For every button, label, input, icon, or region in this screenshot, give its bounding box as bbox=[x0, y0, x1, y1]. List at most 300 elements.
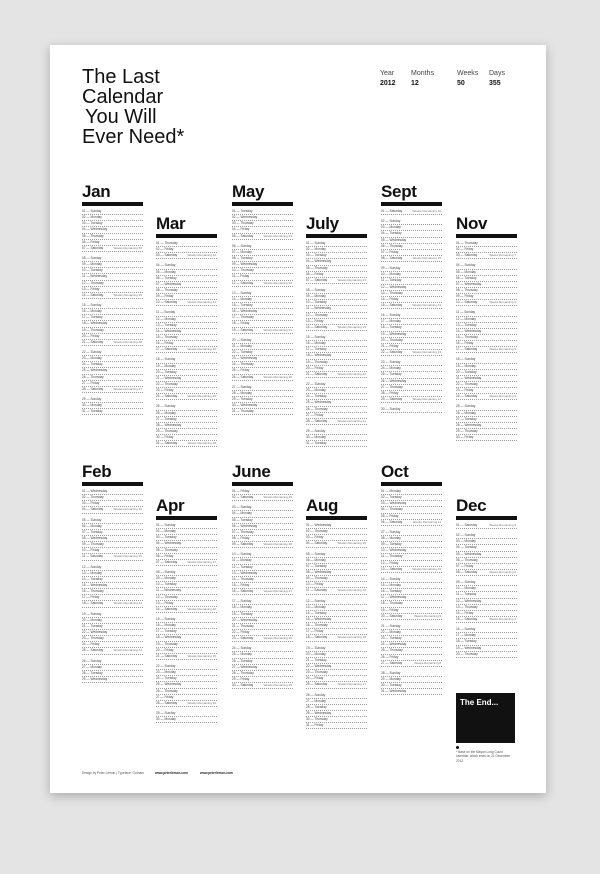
footer-url-alt bbox=[200, 771, 233, 775]
day-row: 17 — Tuesday bbox=[82, 315, 143, 321]
day-row: 08 — Friday bbox=[232, 536, 293, 542]
day-row: 22 — Wednesday bbox=[82, 630, 143, 636]
stat-weeks bbox=[457, 70, 478, 87]
day-row: 09 — Friday bbox=[156, 294, 217, 300]
weeks-remaining-note: Weeks Remaining 36 bbox=[187, 606, 216, 611]
day-row: 23 — Sunday bbox=[381, 360, 442, 366]
footnote-bullet bbox=[456, 746, 459, 749]
day-row: 29 — Wednesday bbox=[306, 711, 367, 717]
day-row: 28 — Saturday Weeks Remaining 21 bbox=[306, 419, 367, 425]
month-dec bbox=[456, 497, 517, 658]
day-row: 22 — Tuesday bbox=[232, 350, 293, 356]
day-row: 04 — Tuesday bbox=[381, 231, 442, 237]
month-name: July bbox=[306, 214, 339, 233]
day-row: 10 — Wednesday bbox=[381, 548, 442, 554]
weeks-remaining-note: Weeks Remaining 41 bbox=[187, 300, 216, 305]
day-row: 31 — Tuesday bbox=[82, 409, 143, 415]
month-rule bbox=[82, 482, 143, 486]
day-row: 05 — Wednesday bbox=[381, 238, 442, 244]
stat-value: 50 bbox=[457, 80, 465, 87]
day-row: 12 — Thursday bbox=[306, 313, 367, 319]
weeks-remaining-note: Weeks Remaining 3 bbox=[489, 523, 516, 527]
month-name: Apr bbox=[156, 496, 185, 515]
day-row: 18 — Monday bbox=[232, 605, 293, 611]
day-row: 21 — Monday bbox=[232, 344, 293, 350]
weeks-remaining-note: Weeks Remaining 42 bbox=[187, 253, 216, 258]
day-row: 27 — Friday bbox=[156, 695, 217, 701]
day-row: 28 — Saturday Weeks Remaining 47 bbox=[82, 387, 143, 393]
day-row: 08 — Monday bbox=[381, 536, 442, 542]
month-july bbox=[306, 215, 367, 447]
day-row: 11 — Wednesday bbox=[156, 588, 217, 594]
day-row: 02 — Monday bbox=[82, 215, 143, 221]
day-row: 10 — Tuesday bbox=[306, 300, 367, 306]
day-row: 18 — Sunday bbox=[456, 357, 517, 363]
day-row: 19 — Friday bbox=[381, 608, 442, 614]
day-row: 28 — Sunday bbox=[381, 671, 442, 677]
day-row: 14 — Friday bbox=[381, 297, 442, 303]
day-row: 03 — Monday bbox=[381, 225, 442, 231]
day-row: 16 — Wednesday bbox=[232, 309, 293, 315]
day-row: 03 — Wednesday bbox=[381, 501, 442, 507]
day-row: 21 — Saturday Weeks Remaining 22 bbox=[306, 372, 367, 378]
day-row: 05 — Friday bbox=[381, 514, 442, 520]
title-line: Calendar bbox=[82, 86, 164, 108]
day-row: 05 — Tuesday bbox=[232, 518, 293, 524]
day-row: 16 — Monday bbox=[306, 341, 367, 347]
day-row: 12 — Saturday Weeks Remaining 32 bbox=[232, 281, 293, 287]
day-row: 19 — Sunday bbox=[82, 612, 143, 618]
title-line: Ever Need* bbox=[82, 126, 185, 148]
weeks-remaining-note: Weeks Remaining 47 bbox=[113, 386, 142, 391]
day-row: 03 — Saturday Weeks Remaining 7 bbox=[456, 253, 517, 259]
month-feb bbox=[82, 463, 143, 683]
month-rule bbox=[82, 202, 143, 206]
day-row: 20 — Monday bbox=[306, 652, 367, 658]
day-row: 27 — Saturday Weeks Remaining 8 bbox=[381, 661, 442, 667]
day-row: 28 — Tuesday bbox=[82, 671, 143, 677]
day-row: 03 — Friday bbox=[82, 501, 143, 507]
day-row: 20 — Friday bbox=[156, 648, 217, 654]
stat-label: Weeks bbox=[457, 70, 479, 77]
day-row: 10 — Friday bbox=[82, 548, 143, 554]
day-row: 01 — Wednesday bbox=[82, 489, 143, 495]
month-mar bbox=[156, 215, 217, 447]
day-row: 20 — Thursday bbox=[456, 652, 517, 658]
day-row: 15 — Thursday bbox=[156, 335, 217, 341]
weeks-remaining-note: Weeks Remaining 30 bbox=[263, 374, 292, 379]
day-row: 29 — Monday bbox=[381, 677, 442, 683]
weeks-remaining-note: Weeks Remaining 24 bbox=[337, 277, 366, 282]
day-row: 10 — Tuesday bbox=[82, 268, 143, 274]
weeks-remaining-note: Weeks Remaining 5 bbox=[489, 347, 516, 352]
day-row: 13 — Tuesday bbox=[156, 323, 217, 329]
day-row: 17 — Friday bbox=[306, 629, 367, 635]
day-row: 14 — Monday bbox=[232, 297, 293, 303]
month-rule bbox=[156, 234, 217, 238]
the-end-box: The End... bbox=[456, 693, 515, 743]
day-row: 15 — Wednesday bbox=[82, 583, 143, 589]
month-rule bbox=[156, 516, 217, 520]
day-row: 13 — Wednesday bbox=[232, 571, 293, 577]
month-rule bbox=[306, 516, 367, 520]
day-row: 14 — Saturday Weeks Remaining 36 bbox=[156, 607, 217, 613]
day-row: 26 — Thursday bbox=[306, 407, 367, 413]
day-row: 03 — Sunday bbox=[232, 505, 293, 511]
day-row: 21 — Friday bbox=[381, 344, 442, 350]
day-row: 24 — Tuesday bbox=[306, 394, 367, 400]
day-row: 05 — Thursday bbox=[306, 266, 367, 272]
month-may bbox=[232, 183, 293, 415]
day-row: 29 — Saturday Weeks Remaining 12 bbox=[381, 397, 442, 403]
day-row: 02 — Monday bbox=[156, 529, 217, 535]
day-row: 03 — Saturday Weeks Remaining 42 bbox=[156, 253, 217, 259]
day-row: 08 — Sunday bbox=[82, 256, 143, 262]
weeks-remaining-note: Weeks Remaining 21 bbox=[337, 418, 366, 423]
title-line: You Will bbox=[85, 106, 157, 128]
day-row: 17 — Tuesday bbox=[306, 347, 367, 353]
day-row: 03 — Friday bbox=[306, 535, 367, 541]
day-row: 19 — Wednesday bbox=[456, 646, 517, 652]
title-line: The Last bbox=[82, 66, 160, 88]
weeks-remaining-note: Weeks Remaining 46 bbox=[113, 507, 142, 512]
weeks-remaining-note: Weeks Remaining 50 bbox=[113, 245, 142, 250]
day-row: 12 — Tuesday bbox=[232, 565, 293, 571]
day-row: 20 — Friday bbox=[82, 334, 143, 340]
day-row: 26 — Thursday bbox=[82, 375, 143, 381]
weeks-remaining-note: Weeks Remaining 33 bbox=[263, 233, 292, 238]
day-row: 22 — Sunday bbox=[82, 350, 143, 356]
weeks-remaining-note: Weeks Remaining 19 bbox=[337, 588, 366, 593]
day-row: 25 — Thursday bbox=[381, 648, 442, 654]
day-row: 11 — Thursday bbox=[381, 554, 442, 560]
day-row: 14 — Wednesday bbox=[156, 329, 217, 335]
day-row: 20 — Saturday Weeks Remaining 9 bbox=[381, 614, 442, 620]
day-row: 04 — Wednesday bbox=[306, 259, 367, 265]
stat-label: Days bbox=[489, 70, 505, 77]
day-row: 20 — Wednesday bbox=[232, 618, 293, 624]
day-row: 25 — Saturday Weeks Remaining 17 bbox=[306, 682, 367, 688]
day-row: 24 — Tuesday bbox=[156, 676, 217, 682]
day-row: 09 — Tuesday bbox=[381, 542, 442, 548]
day-row: 14 — Sunday bbox=[381, 577, 442, 583]
weeks-remaining-note: Weeks Remaining 40 bbox=[187, 347, 216, 352]
day-row: 25 — Wednesday bbox=[156, 682, 217, 688]
day-row: 09 — Saturday Weeks Remaining 28 bbox=[232, 542, 293, 548]
day-row: 18 — Tuesday bbox=[456, 639, 517, 645]
month-name: June bbox=[232, 462, 271, 481]
day-row: 10 — Monday bbox=[456, 586, 517, 592]
weeks-remaining-note: Weeks Remaining 7 bbox=[489, 253, 516, 258]
day-row: 30 — Sunday bbox=[381, 407, 442, 413]
day-row: 12 — Friday bbox=[381, 561, 442, 567]
day-row: 04 — Sunday bbox=[456, 263, 517, 269]
day-row: 27 — Wednesday bbox=[232, 665, 293, 671]
day-row: 25 — Tuesday bbox=[381, 372, 442, 378]
day-row: 22 — Sunday bbox=[156, 664, 217, 670]
day-row: 01 — Sunday bbox=[156, 523, 217, 529]
weeks-remaining-note: Weeks Remaining 11 bbox=[412, 519, 441, 524]
day-row: 30 — Monday bbox=[82, 403, 143, 409]
day-row: 02 — Monday bbox=[306, 247, 367, 253]
day-row: 11 — Wednesday bbox=[82, 274, 143, 280]
day-row: 05 — Thursday bbox=[156, 548, 217, 554]
day-row: 01 — Saturday Weeks Remaining 16 bbox=[381, 209, 442, 215]
day-row: 10 — Saturday Weeks Remaining 41 bbox=[156, 300, 217, 306]
day-row: 08 — Sunday bbox=[156, 570, 217, 576]
day-row: 24 — Tuesday bbox=[82, 362, 143, 368]
day-row: 27 — Tuesday bbox=[456, 417, 517, 423]
day-row: 09 — Sunday bbox=[381, 266, 442, 272]
month-name: Mar bbox=[156, 214, 186, 233]
day-row: 06 — Sunday bbox=[232, 244, 293, 250]
day-row: 29 — Wednesday bbox=[82, 677, 143, 683]
weeks-remaining-note: Weeks Remaining 27 bbox=[263, 589, 292, 594]
day-row: 31 — Thursday bbox=[232, 409, 293, 415]
day-row: 26 — Saturday Weeks Remaining 30 bbox=[232, 375, 293, 381]
day-row: 18 — Wednesday bbox=[306, 353, 367, 359]
day-row: 25 — Sunday bbox=[156, 404, 217, 410]
day-row: 20 — Friday bbox=[306, 366, 367, 372]
day-row: 28 — Wednesday bbox=[456, 423, 517, 429]
day-row: 05 — Wednesday bbox=[456, 552, 517, 558]
day-row: 30 — Thursday bbox=[306, 717, 367, 723]
day-row: 09 — Sunday bbox=[456, 580, 517, 586]
day-row: 11 — Sunday bbox=[156, 310, 217, 316]
day-row: 01 — Wednesday bbox=[306, 523, 367, 529]
day-row: 30 — Wednesday bbox=[232, 403, 293, 409]
day-row: 17 — Friday bbox=[82, 595, 143, 601]
weeks-remaining-note: Weeks Remaining 15 bbox=[412, 255, 441, 260]
day-row: 28 — Thursday bbox=[232, 671, 293, 677]
day-row: 25 — Monday bbox=[232, 652, 293, 658]
day-row: 13 — Tuesday bbox=[456, 323, 517, 329]
day-row: 18 — Friday bbox=[232, 321, 293, 327]
day-row: 03 — Tuesday bbox=[82, 221, 143, 227]
day-row: 20 — Monday bbox=[82, 618, 143, 624]
month-rule bbox=[456, 234, 517, 238]
day-row: 14 — Thursday bbox=[232, 577, 293, 583]
day-row: 15 — Monday bbox=[381, 583, 442, 589]
day-row: 15 — Sunday bbox=[82, 303, 143, 309]
day-row: 10 — Thursday bbox=[232, 268, 293, 274]
day-row: 27 — Friday bbox=[82, 381, 143, 387]
day-row: 20 — Thursday bbox=[381, 338, 442, 344]
day-row: 05 — Monday bbox=[456, 270, 517, 276]
day-row: 07 — Sunday bbox=[381, 530, 442, 536]
day-row: 21 — Tuesday bbox=[306, 658, 367, 664]
day-row: 06 — Friday bbox=[306, 272, 367, 278]
month-rule bbox=[381, 482, 442, 486]
day-row: 30 — Monday bbox=[306, 435, 367, 441]
day-row: 18 — Saturday Weeks Remaining 44 bbox=[82, 601, 143, 607]
day-row: 28 — Tuesday bbox=[306, 705, 367, 711]
day-row: 08 — Wednesday bbox=[306, 570, 367, 576]
day-row: 12 — Sunday bbox=[306, 599, 367, 605]
day-row: 12 — Monday bbox=[156, 317, 217, 323]
day-row: 01 — Tuesday bbox=[232, 209, 293, 215]
day-row: 08 — Tuesday bbox=[232, 256, 293, 262]
day-row: 31 — Wednesday bbox=[381, 689, 442, 695]
day-row: 19 — Saturday Weeks Remaining 31 bbox=[232, 328, 293, 334]
day-row: 07 — Tuesday bbox=[82, 530, 143, 536]
weeks-remaining-note: Weeks Remaining 10 bbox=[412, 566, 441, 571]
day-row: 24 — Friday bbox=[306, 676, 367, 682]
day-row: 27 — Monday bbox=[82, 665, 143, 671]
day-row: 01 — Friday bbox=[232, 489, 293, 495]
day-row: 04 — Sunday bbox=[156, 263, 217, 269]
day-row: 22 — Wednesday bbox=[306, 664, 367, 670]
day-row: 31 — Tuesday bbox=[306, 441, 367, 447]
day-row: 13 — Friday bbox=[306, 319, 367, 325]
day-row: 05 — Thursday bbox=[82, 234, 143, 240]
day-row: 18 — Tuesday bbox=[381, 325, 442, 331]
day-row: 29 — Thursday bbox=[456, 429, 517, 435]
calendar-poster bbox=[50, 45, 546, 793]
day-row: 11 — Tuesday bbox=[381, 278, 442, 284]
day-row: 11 — Monday bbox=[232, 558, 293, 564]
day-row: 08 — Saturday Weeks Remaining 2 bbox=[456, 570, 517, 576]
weeks-remaining-note: Weeks Remaining 45 bbox=[113, 554, 142, 559]
month-name: Jan bbox=[82, 182, 111, 201]
day-row: 26 — Tuesday bbox=[232, 659, 293, 665]
day-row: 06 — Monday bbox=[306, 558, 367, 564]
day-row: 03 — Tuesday bbox=[306, 253, 367, 259]
day-row: 11 — Saturday Weeks Remaining 19 bbox=[306, 588, 367, 594]
month-jan bbox=[82, 183, 143, 415]
day-row: 24 — Wednesday bbox=[381, 642, 442, 648]
day-row: 22 — Thursday bbox=[156, 382, 217, 388]
day-row: 17 — Thursday bbox=[232, 315, 293, 321]
footer-url bbox=[155, 771, 188, 775]
month-sept bbox=[381, 183, 442, 413]
day-row: 27 — Friday bbox=[306, 413, 367, 419]
day-row: 29 — Sunday bbox=[82, 397, 143, 403]
weeks-remaining-note: Weeks Remaining 31 bbox=[263, 327, 292, 332]
day-row: 09 — Thursday bbox=[306, 576, 367, 582]
day-row: 13 — Friday bbox=[156, 601, 217, 607]
month-aug bbox=[306, 497, 367, 729]
day-row: 07 — Friday bbox=[381, 250, 442, 256]
day-row: 06 — Monday bbox=[82, 524, 143, 530]
day-row: 15 — Friday bbox=[232, 583, 293, 589]
day-row: 10 — Monday bbox=[381, 272, 442, 278]
day-row: 26 — Friday bbox=[381, 655, 442, 661]
weeks-remaining-note: Weeks Remaining 17 bbox=[337, 682, 366, 687]
day-row: 14 — Saturday Weeks Remaining 23 bbox=[306, 325, 367, 331]
month-rule bbox=[232, 482, 293, 486]
day-row: 03 — Tuesday bbox=[156, 535, 217, 541]
month-rule bbox=[381, 202, 442, 206]
day-row: 17 — Tuesday bbox=[156, 629, 217, 635]
weeks-remaining-note: Weeks Remaining 28 bbox=[263, 542, 292, 547]
day-row: 30 — Tuesday bbox=[381, 683, 442, 689]
day-row: 26 — Monday bbox=[156, 411, 217, 417]
day-row: 07 — Thursday bbox=[232, 530, 293, 536]
weeks-remaining-note: Weeks Remaining 23 bbox=[337, 324, 366, 329]
stat-months bbox=[411, 70, 434, 87]
day-row: 02 — Friday bbox=[156, 247, 217, 253]
day-row: 26 — Thursday bbox=[156, 689, 217, 695]
day-row: 19 — Monday bbox=[156, 364, 217, 370]
weeks-remaining-note: Weeks Remaining 39 bbox=[187, 394, 216, 399]
weeks-remaining-note: Weeks Remaining 12 bbox=[412, 396, 441, 401]
stat-label: Months bbox=[411, 70, 434, 77]
day-row: 02 — Sunday bbox=[456, 533, 517, 539]
day-row: 27 — Tuesday bbox=[156, 417, 217, 423]
day-row: 30 — Friday bbox=[156, 435, 217, 441]
day-row: 23 — Friday bbox=[156, 388, 217, 394]
day-row: 13 — Saturday Weeks Remaining 10 bbox=[381, 567, 442, 573]
weeks-remaining-note: Weeks Remaining 22 bbox=[337, 371, 366, 376]
day-row: 12 — Wednesday bbox=[381, 285, 442, 291]
day-row: 06 — Friday bbox=[82, 240, 143, 246]
day-row: 27 — Sunday bbox=[232, 385, 293, 391]
day-row: 20 — Tuesday bbox=[456, 370, 517, 376]
day-row: 21 — Saturday Weeks Remaining 35 bbox=[156, 654, 217, 660]
day-row: 25 — Sunday bbox=[456, 404, 517, 410]
day-row: 23 — Monday bbox=[156, 670, 217, 676]
day-row: 18 — Thursday bbox=[381, 601, 442, 607]
weeks-remaining-note: Weeks Remaining 4 bbox=[489, 394, 516, 399]
day-row: 07 — Saturday Weeks Remaining 24 bbox=[306, 278, 367, 284]
day-row: 11 — Sunday bbox=[456, 310, 517, 316]
day-row: 04 — Tuesday bbox=[456, 545, 517, 551]
day-row: 17 — Saturday Weeks Remaining 5 bbox=[456, 347, 517, 353]
day-row: 04 — Wednesday bbox=[82, 227, 143, 233]
month-name: May bbox=[232, 182, 265, 201]
day-row: 31 — Saturday Weeks Remaining 38 bbox=[156, 441, 217, 447]
day-row: 17 — Wednesday bbox=[381, 595, 442, 601]
day-row: 02 — Thursday bbox=[306, 529, 367, 535]
weeks-remaining-note: Weeks Remaining 34 bbox=[187, 700, 216, 705]
weeks-remaining-note: Weeks Remaining 2 bbox=[489, 569, 516, 574]
day-row: 01 — Saturday Weeks Remaining 3 bbox=[456, 523, 517, 529]
day-row: 18 — Wednesday bbox=[82, 321, 143, 327]
day-row: 09 — Friday bbox=[456, 294, 517, 300]
weeks-remaining-note: Weeks Remaining 25 bbox=[263, 683, 292, 688]
day-row: 07 — Friday bbox=[456, 564, 517, 570]
day-row: 23 — Friday bbox=[456, 388, 517, 394]
weeks-remaining-note: Weeks Remaining 48 bbox=[113, 339, 142, 344]
day-row: 09 — Monday bbox=[156, 576, 217, 582]
day-row: 23 — Wednesday bbox=[232, 356, 293, 362]
day-row: 13 — Monday bbox=[82, 571, 143, 577]
day-row: 21 — Tuesday bbox=[82, 624, 143, 630]
day-row: 11 — Saturday Weeks Remaining 45 bbox=[82, 554, 143, 560]
day-row: 28 — Saturday Weeks Remaining 34 bbox=[156, 701, 217, 707]
day-row: 08 — Thursday bbox=[456, 288, 517, 294]
weeks-remaining-note: Weeks Remaining 13 bbox=[412, 349, 441, 354]
month-rule bbox=[306, 234, 367, 238]
stat-value: 12 bbox=[411, 80, 419, 87]
day-row: 13 — Sunday bbox=[232, 291, 293, 297]
day-row: 30 — Monday bbox=[156, 717, 217, 723]
day-row: 17 — Monday bbox=[456, 633, 517, 639]
month-name: Feb bbox=[82, 462, 112, 481]
day-row: 18 — Sunday bbox=[156, 357, 217, 363]
day-row: 26 — Sunday bbox=[306, 693, 367, 699]
weeks-remaining-note: Weeks Remaining 20 bbox=[337, 541, 366, 546]
day-row: 28 — Friday bbox=[381, 391, 442, 397]
day-row: 24 — Saturday Weeks Remaining 39 bbox=[156, 394, 217, 400]
day-row: 02 — Sunday bbox=[381, 219, 442, 225]
day-row: 08 — Thursday bbox=[156, 288, 217, 294]
day-row: 09 — Thursday bbox=[82, 542, 143, 548]
day-row: 15 — Saturday Weeks Remaining 1 bbox=[456, 617, 517, 623]
day-row: 30 — Friday bbox=[456, 435, 517, 441]
weeks-remaining-note: Weeks Remaining 1 bbox=[489, 616, 516, 621]
